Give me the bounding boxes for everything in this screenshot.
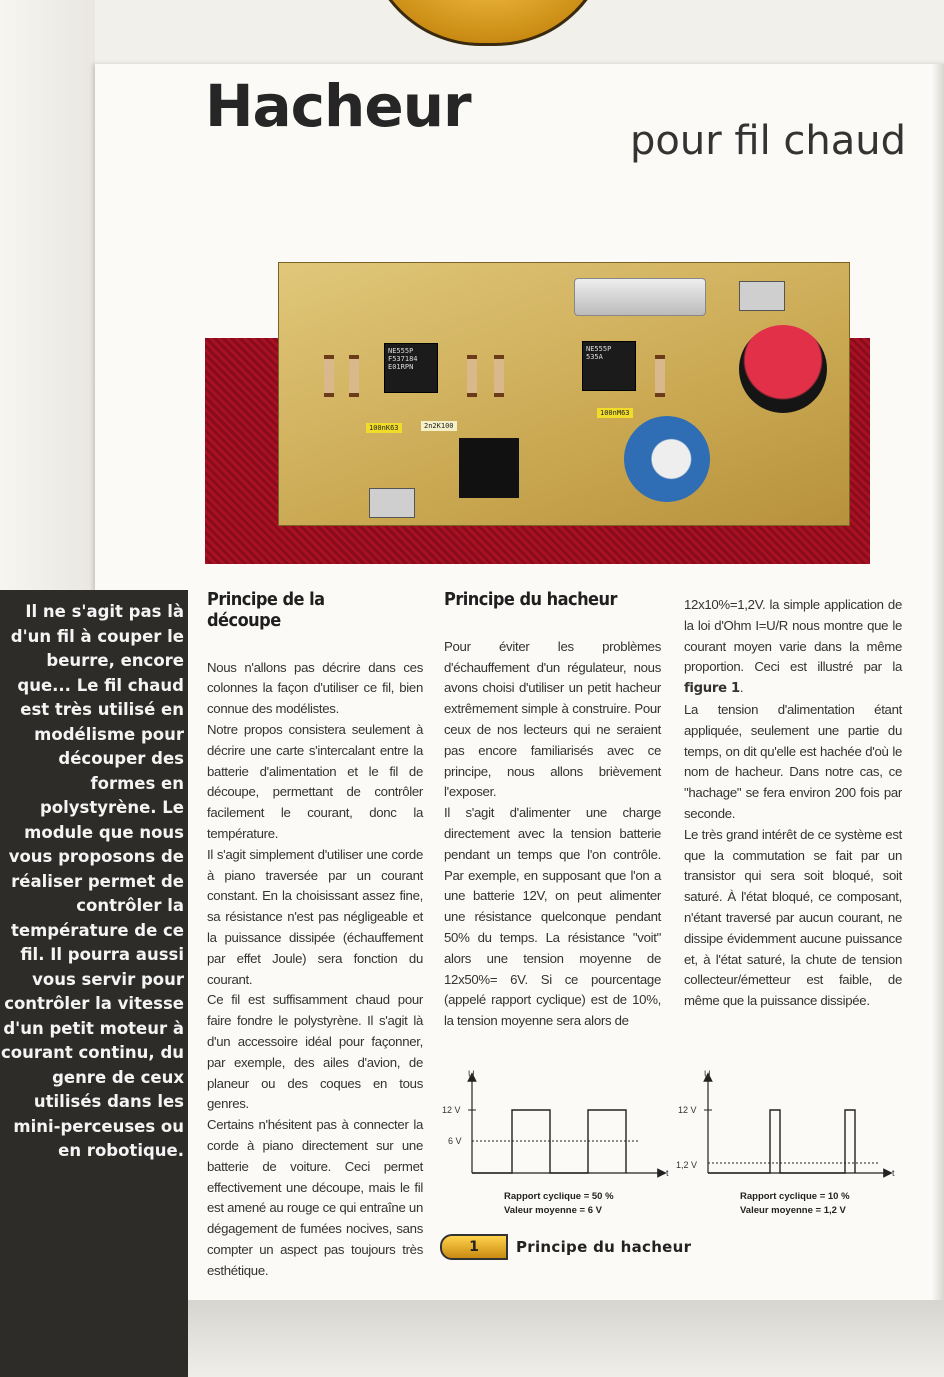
terminal-block-output <box>739 281 785 311</box>
intro-text: Il ne s'agit pas là d'un fil à couper le beurre, encore que... Le fil chaud est très utilisé en modélisme pour découper des formes en polystyrène. Le module que nous vous proposons de réaliser permet de contrôler la température de ce fil. Il pourra aussi vous servir pour contrôler la vitesse d'un petit moteur à courant continu, du genre de ceux utilisés dans les mini-perceuses ou en robotique. <box>1 602 184 1160</box>
caption-duty-cycle: Rapport cyclique = 10 % <box>740 1191 850 1202</box>
capacitor-label: 100nK63 <box>366 423 402 433</box>
resistor <box>494 355 504 397</box>
figure-caption <box>440 1235 691 1259</box>
paragraph: Pour éviter les problèmes d'échauffement d'un régulateur, nous avons choisi d'utiliser un petit hacheur extrêmement simple à construire. Pour ceux de nos lecteurs qui ne seraient pas encore familiarisés avec ce principe, nous allons brièvement l'exposer. <box>444 638 661 800</box>
axis-u-label: U <box>468 1069 475 1079</box>
paragraph: 12x10%=1,2V. la simple application de la loi d'Ohm I=U/R nous montre que le courant moyen varie dans la même proportion. Ceci est illustré par la figure 1. <box>684 597 902 697</box>
ic-ne555-2: NE555P 535A <box>582 341 636 391</box>
page-bottom-band <box>95 1300 944 1377</box>
axis-u-label: U <box>704 1069 711 1079</box>
fuse-holder <box>574 278 706 316</box>
article-title: Hacheur <box>205 72 471 140</box>
figure-title: Principe du hacheur <box>516 1238 692 1256</box>
axis-t-label: t <box>892 1168 895 1178</box>
paragraph: Le très grand intérêt de ce système est que la commutation se fait par un transistor qui sera soit bloqué, soit saturé. À l'état bloqué, ce composant, n'étant traversé par aucun courant, ne dissipe évidemment aucune puissance et, à l'état saturé, la chute de tension collecteur/émetteur est faible, de même que la puissance dissipée. <box>684 826 902 1009</box>
caption-duty-cycle: Rapport cyclique = 50 % <box>504 1191 614 1202</box>
level-1-2v-label: 1,2 V <box>676 1160 698 1170</box>
level-12v-label: 12 V <box>678 1105 697 1115</box>
transistor-heatsink <box>459 438 519 498</box>
figure-number-badge: 1 <box>440 1234 508 1260</box>
section-heading-decoupe: Principe de la découpe <box>207 589 325 631</box>
figure-reference: figure 1 <box>684 681 740 697</box>
figure-1 <box>440 1065 910 1265</box>
caption-mean-value: Valeur moyenne = 6 V <box>504 1205 602 1216</box>
column-continuation <box>684 595 902 1012</box>
paragraph: Il s'agit simplement d'utiliser une corde à piano traversée par un courant constant. En la choisissant assez fine, sa résistance n'est pas négligeable et la puissance dissipée (échauffement par effet Joule) sera fonction du courant. <box>207 846 423 987</box>
resistor <box>324 355 334 397</box>
circuit-board-photo <box>205 262 870 564</box>
column-decoupe <box>207 590 423 1282</box>
electrolytic-capacitor <box>624 416 710 502</box>
ic-ne555-1: NE555P F537184 E01RPN <box>384 343 438 393</box>
section-heading-hacheur: Principe du hacheur <box>444 589 617 610</box>
article-subtitle: pour fil chaud <box>630 118 906 164</box>
pcb-board <box>278 262 850 526</box>
axis-t-label: t <box>666 1168 669 1178</box>
capacitor-label: 2n2K100 <box>421 421 457 431</box>
resistor <box>349 355 359 397</box>
paragraph: La tension d'alimentation étant appliquée, seulement une partie du temps, on dit qu'elle est hachée d'où le nom de hacheur. Dans notre cas, ce "hachage" se fera environ 200 fois par seconde. <box>684 701 902 821</box>
paragraph: Notre propos consistera seulement à décrire une carte s'intercalant entre la batterie d'alimentation et le fil de découpe, permettant de contrôler facilement le courant, donc la température. <box>207 721 423 841</box>
waveform-10-percent <box>676 1069 895 1216</box>
resistor <box>655 355 665 397</box>
page-edge <box>932 64 944 1304</box>
waveform-diagram <box>440 1065 910 1230</box>
caption-mean-value: Valeur moyenne = 1,2 V <box>740 1205 846 1216</box>
resistor <box>467 355 477 397</box>
capacitor-label: 100nM63 <box>597 408 633 418</box>
level-6v-label: 6 V <box>448 1136 462 1146</box>
paragraph: Certains n'hésitent pas à connecter la corde à piano directement sur une batterie de voiture. Ceci permet effectivement une découpe, mais le fil est amené au rouge ce qui entraîne un dégagement de fumées nocives, sans compter un aspect pas toujours très esthétique. <box>207 1117 423 1278</box>
column-hacheur <box>444 590 661 1032</box>
waveform-50-percent <box>442 1069 669 1216</box>
paragraph: Ce fil est suffisamment chaud pour faire fondre le polystyrène. Il s'agit là d'un accessoire idéal pour façonner, par exemple, des ailes d'avion, de planeur ou des coques en tous genres. <box>207 992 423 1112</box>
header-ornament <box>365 0 611 46</box>
potentiometer-knob <box>739 325 827 413</box>
paragraph: Nous n'allons pas décrire dans ces colonnes la façon d'utiliser ce fil, bien connue des modélistes. <box>207 659 423 717</box>
pulse-wave <box>708 1110 855 1173</box>
terminal-block-input <box>369 488 415 518</box>
level-12v-label: 12 V <box>442 1105 461 1115</box>
paragraph: Il s'agit d'alimenter une charge directement avec la tension batterie pendant un temps que l'on contrôle. Par exemple, en supposant que l'on a une batterie 12V, on peut alimenter une résistance quelconque pendant 50% du temps. La résistance "voit" alors une tension moyenne de 12x50%= 6V. Si ce pourcentage (appelé rapport cyclique) est de 10%, la tension moyenne sera alors de <box>444 805 661 1029</box>
